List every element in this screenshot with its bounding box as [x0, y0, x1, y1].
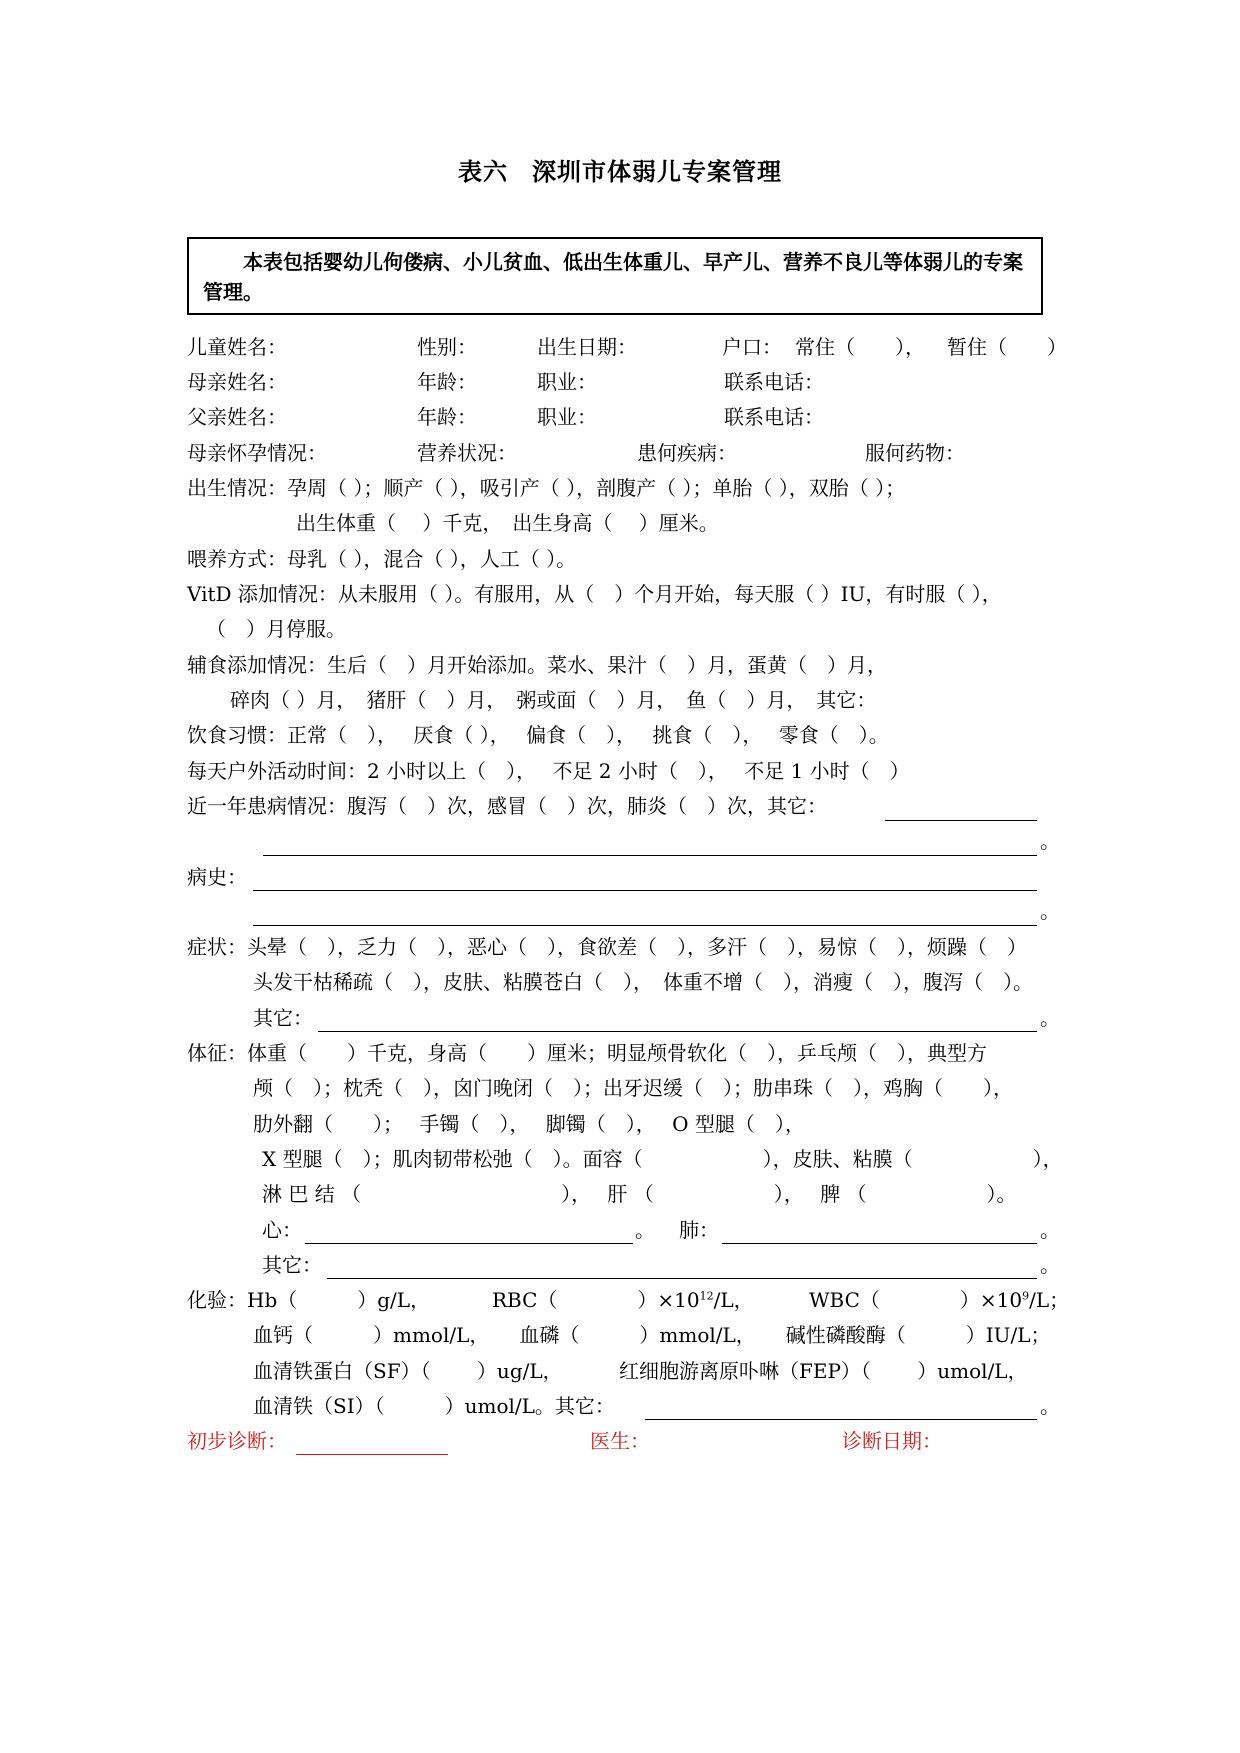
lab-rbc-exponent: 12 — [699, 1289, 714, 1303]
birth-info-text1[interactable]: 出生情况：孕周（ ）；顺产（ ），吸引产（ ），剖腹产（ ）；单胎（ ），双胎（ ）； — [187, 476, 906, 500]
signs-other-label: 其它： — [262, 1253, 322, 1277]
lab-line2 — [253, 1320, 1063, 1350]
lab-rbc-main: RBC（ ）×10 — [492, 1288, 700, 1312]
history-row — [187, 862, 287, 892]
nutrition-label[interactable]: 营养状况： — [417, 441, 517, 465]
lab-wbc-main: WBC（ ）×10 — [809, 1288, 1023, 1312]
lab-text4[interactable]: 血清铁（SI）（ ）umol/L。其它： — [253, 1394, 615, 1418]
hukou-permanent[interactable]: 常住（ ）， — [795, 335, 925, 359]
signs-line3 — [253, 1109, 1063, 1139]
signs-heart-row — [262, 1215, 322, 1245]
symptoms-other-label: 其它： — [253, 1006, 313, 1030]
hukou-label: 户口： — [722, 335, 782, 359]
disease-label[interactable]: 患何疾病： — [637, 441, 737, 465]
illness-continue-line[interactable] — [263, 855, 1037, 856]
heart-period: 。 — [635, 1218, 655, 1242]
supplement-line2 — [230, 685, 1060, 715]
lab-line1 — [187, 1285, 1070, 1315]
illness-year-text: 近一年患病情况：腹泻（ ）次，感冒（ ）次，肺炎（ ）次，其它： — [187, 794, 827, 818]
father-age-label[interactable]: 年龄： — [417, 405, 477, 429]
lab-wbc-exponent: 9 — [1022, 1289, 1030, 1303]
vitd-line2 — [206, 614, 606, 644]
lab-wbc-unit: /L； — [1029, 1288, 1070, 1312]
birth-info-text2[interactable]: 出生体重（ ）千克， 出生身高（ ）厘米。 — [296, 511, 719, 535]
father-phone-label[interactable]: 联系电话： — [724, 405, 824, 429]
symptoms-text2[interactable]: 头发干枯稀疏（ ），皮肤、粘膜苍白（ ）， 体重不增（ ），消瘦（ ），腹泻（ ）。 — [253, 970, 1033, 994]
diagnosis-line[interactable] — [296, 1454, 448, 1455]
mother-age-label[interactable]: 年龄： — [417, 370, 477, 394]
signs-line1 — [187, 1038, 1057, 1068]
child-info-row — [187, 332, 1067, 362]
signs-line2 — [253, 1073, 1063, 1103]
signs-other-row — [262, 1250, 342, 1280]
hukou-temporary[interactable]: 暂住（ ） — [947, 335, 1067, 359]
history-period: 。 — [1040, 899, 1060, 923]
vitd-text1[interactable]: VitD 添加情况：从未服用（ ）。有服用，从（ ）个月开始，每天服（ ）IU，有时服（ ）， — [187, 582, 1002, 606]
child-name-label[interactable]: 儿童姓名： — [187, 335, 287, 359]
signs-text1[interactable]: 体征：体重（ ）千克，身高（ ）厘米；明显颅骨软化（ ），乒乓颅（ ），典型方 — [187, 1041, 987, 1065]
lab-text3[interactable]: 血清铁蛋白（SF）（ ）ug/L， 红细胞游离原卟啉（FEP）（ ）umol/L， — [253, 1359, 1028, 1383]
signs-text4[interactable]: X 型腿（ ）；肌肉韧带松弛（ ）。面容（ ），皮肤、粘膜（ ）， — [262, 1147, 1063, 1171]
diagnosis-date-label[interactable]: 诊断日期： — [842, 1429, 942, 1453]
feeding-text[interactable]: 喂养方式：母乳（ ），混合（ ），人工（ ）。 — [187, 547, 577, 571]
diet-row — [187, 720, 1057, 750]
lab-line4 — [253, 1391, 653, 1421]
lung-period: 。 — [1040, 1218, 1060, 1242]
symptoms-line3 — [253, 1003, 353, 1033]
intro-text: 本表包括婴幼儿佝偻病、小儿贫血、低出生体重儿、早产儿、营养不良儿等体弱儿的专案管理。 — [203, 250, 1023, 304]
mother-phone-label[interactable]: 联系电话： — [724, 370, 824, 394]
birth-info-line1 — [187, 473, 1057, 503]
doctor-label[interactable]: 医生： — [590, 1429, 650, 1453]
pregnancy-row — [187, 438, 1057, 468]
signs-line5 — [262, 1179, 1062, 1209]
lab-other-line[interactable] — [645, 1419, 1037, 1420]
lung-line[interactable] — [722, 1243, 1037, 1244]
symptoms-text1[interactable]: 症状：头晕（ ），乏力（ ），恶心（ ），食欲差（ ），多汗（ ），易惊（ ），烦躁（ ） — [187, 935, 1027, 959]
signs-other-line[interactable] — [327, 1278, 1037, 1279]
pregnancy-label[interactable]: 母亲怀孕情况： — [187, 441, 327, 465]
supplement-line1 — [187, 650, 1057, 680]
outdoor-row — [187, 756, 1057, 786]
lab-wbc[interactable] — [809, 1285, 1069, 1315]
signs-text3[interactable]: 肋外翻（ ）； 手镯（ ）， 脚镯（ ）， O 型腿（ ）， — [253, 1112, 805, 1136]
birth-info-line2 — [296, 508, 996, 538]
lab-text2[interactable]: 血钙（ ）mmol/L， 血磷（ ）mmol/L， 碱性磷酸酶（ ）IU/L； — [253, 1323, 1051, 1347]
symptoms-other-line[interactable] — [318, 1031, 1037, 1032]
heart-line[interactable] — [305, 1243, 633, 1244]
illness-year-row — [187, 791, 1057, 821]
mother-job-label[interactable]: 职业： — [537, 370, 597, 394]
feeding-row — [187, 544, 1057, 574]
father-name-label[interactable]: 父亲姓名： — [187, 405, 287, 429]
signs-text5[interactable]: 淋 巴 结 （ ）， 肝 （ ）， 脾 （ ）。 — [262, 1182, 1017, 1206]
signs-text2[interactable]: 颅（ ）；枕秃（ ），囟门晚闭（ ）；出牙迟缓（ ）；肋串珠（ ），鸡胸（ ）， — [253, 1076, 1013, 1100]
diagnosis-label: 初步诊断： — [187, 1429, 287, 1453]
vitd-line1 — [187, 579, 1057, 609]
history-label: 病史： — [187, 865, 247, 889]
symptoms-line1 — [187, 932, 1057, 962]
title-part1: 表六 — [458, 157, 508, 186]
supplement-text1[interactable]: 辅食添加情况：生后（ ）月开始添加。菜水、果汁（ ）月，蛋黄（ ）月， — [187, 653, 887, 677]
child-gender-label[interactable]: 性别： — [417, 335, 477, 359]
title-part2: 深圳市体弱儿专案管理 — [532, 157, 782, 186]
intro-box — [187, 237, 1043, 315]
symptoms-line2 — [253, 967, 1063, 997]
father-job-label[interactable]: 职业： — [537, 405, 597, 429]
history-line1[interactable] — [253, 890, 1037, 891]
medicine-label[interactable]: 服何药物： — [865, 441, 965, 465]
mother-name-label[interactable]: 母亲姓名： — [187, 370, 287, 394]
mother-info-row — [187, 367, 1057, 397]
symptoms-period: 。 — [1040, 1006, 1060, 1030]
vitd-text2[interactable]: （ ）月停服。 — [206, 617, 346, 641]
illness-other-line[interactable] — [885, 820, 1037, 821]
lab-line3 — [253, 1356, 1063, 1386]
lab-rbc-unit: /L， — [713, 1288, 754, 1312]
lab-hb[interactable]: 化验：Hb（ ）g/L， — [187, 1288, 431, 1312]
signs-other-period: 。 — [1040, 1253, 1060, 1277]
outdoor-text[interactable]: 每天户外活动时间：2 小时以上（ ）， 不足 2 小时（ ）， 不足 1 小时（ ） — [187, 759, 910, 783]
diet-text[interactable]: 饮食习惯：正常（ ）， 厌食（ ）， 偏食（ ）， 挑食（ ）， 零食（ ）。 — [187, 723, 889, 747]
history-line2[interactable] — [253, 925, 1037, 926]
lab-period: 。 — [1040, 1394, 1060, 1418]
father-info-row — [187, 402, 1057, 432]
page-title — [0, 152, 1240, 187]
signs-lung-row — [679, 1215, 739, 1245]
illness-period: 。 — [1040, 829, 1060, 853]
diagnosis-row — [187, 1426, 1067, 1456]
lung-label: 肺： — [679, 1218, 719, 1242]
child-birth-label[interactable]: 出生日期： — [537, 335, 637, 359]
signs-line4 — [262, 1144, 1062, 1174]
supplement-text2[interactable]: 碎肉（ ）月， 猪肝（ ）月， 粥或面（ ）月， 鱼（ ）月， 其它： — [230, 688, 877, 712]
heart-label: 心： — [262, 1218, 302, 1242]
lab-rbc[interactable] — [492, 1285, 754, 1315]
